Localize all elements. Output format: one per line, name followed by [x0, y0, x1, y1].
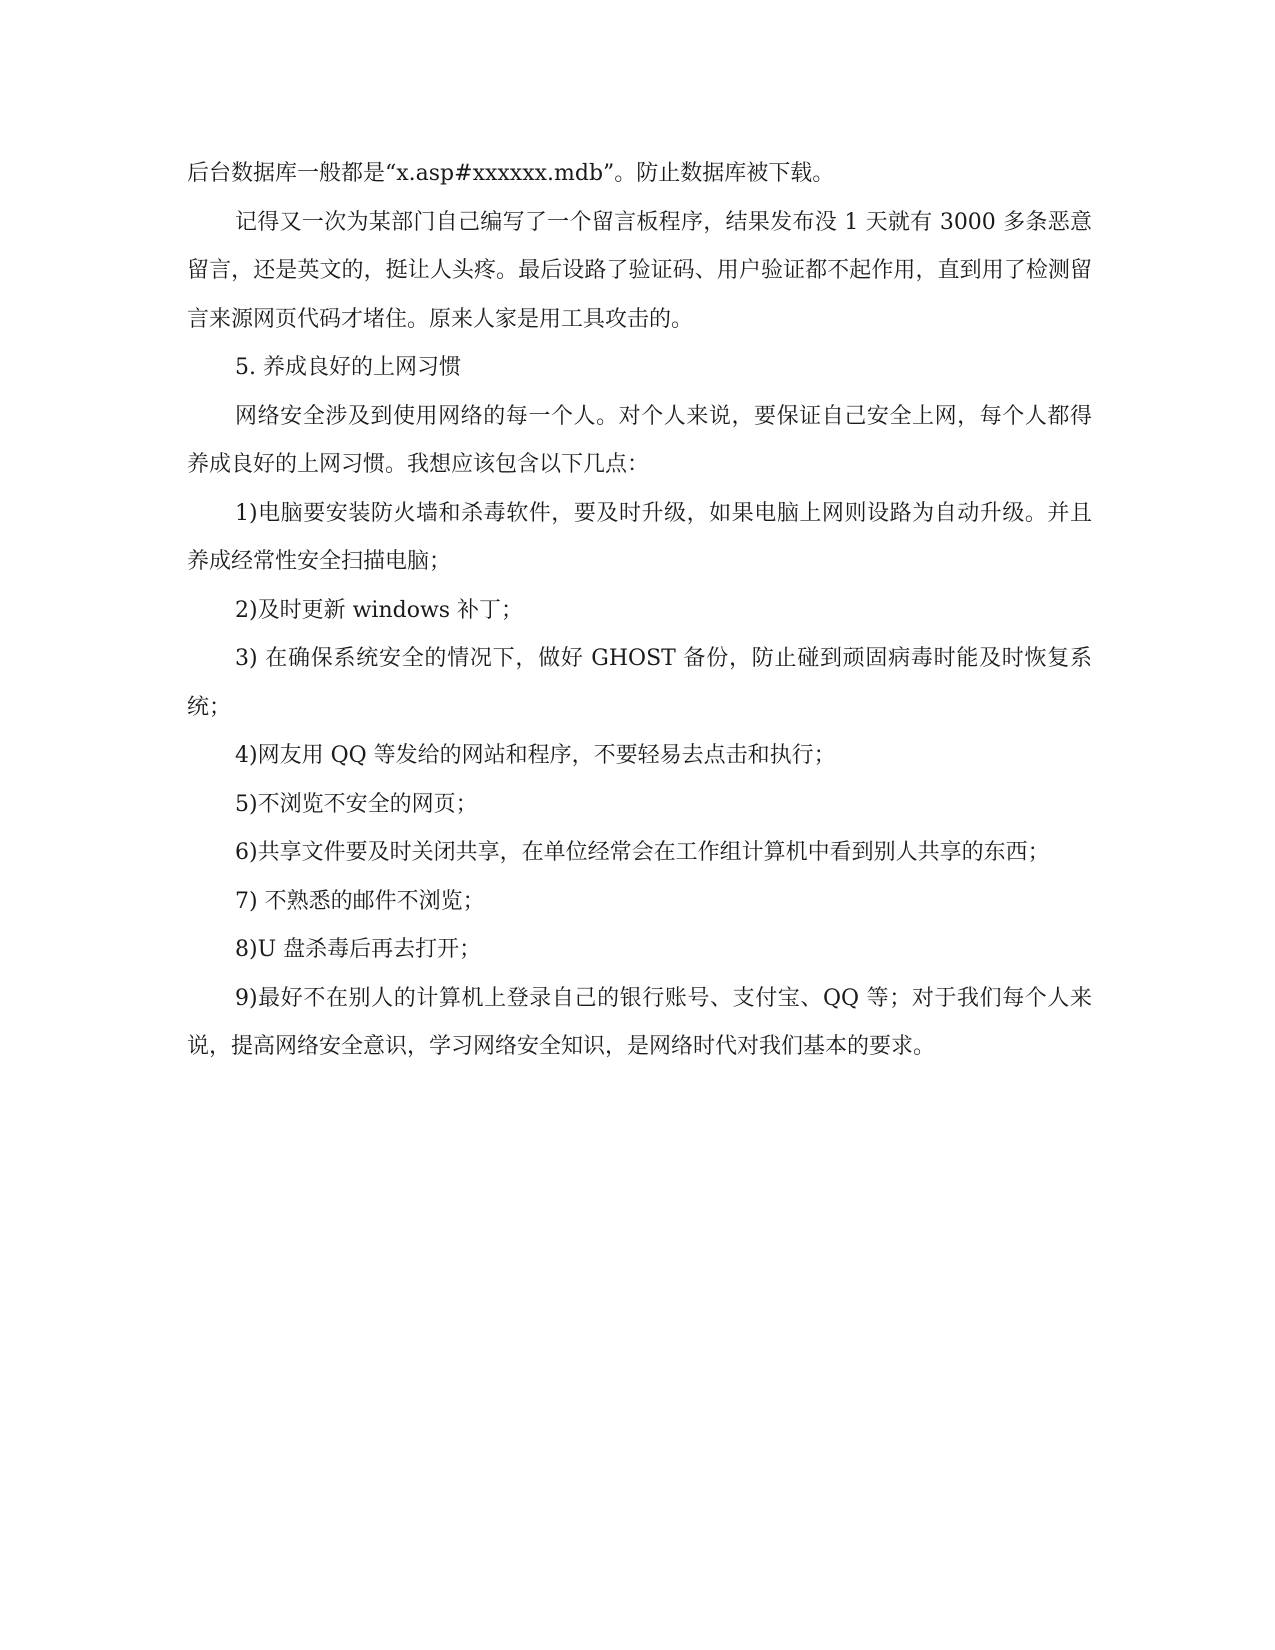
- list-item-8: 8)U 盘杀毒后再去打开；: [235, 937, 482, 962]
- list-item-4: 4)网友用 QQ 等发给的网站和程序，不要轻易去点击和执行；: [235, 743, 836, 768]
- list-item-2: 2)及时更新 windows 补丁；: [235, 597, 524, 623]
- list-item-7: 7) 不熟悉的邮件不浏览；: [235, 888, 485, 914]
- list-item-6: 6)共享文件要及时关闭共享，在单位经常会在工作组计算机中看到别人共享的东西；: [235, 840, 1050, 865]
- list-item-5: 5)不浏览不安全的网页；: [235, 791, 478, 817]
- paragraph-habits-intro: 网络安全涉及到使用网络的每一个人。对个人来说，要保证自己安全上网，每个人都得养成良好的上网习惯。我想应该包含以下几点：: [187, 403, 1092, 477]
- list-item-3: 3) 在确保系统安全的情况下，做好 GHOST 备份，防止碰到顽固病毒时能及时恢复系统；: [187, 646, 1092, 720]
- document-body: [187, 150, 1092, 1072]
- paragraph-guestbook-story: 记得又一次为某部门自己编写了一个留言板程序，结果发布没 1 天就有 3000 多条恶意留言，还是英文的，挺让人头疼。最后设路了验证码、用户验证都不起作用，直到用了检测留言来源网页代码才堵住。原来人家是用工具攻击的。: [187, 209, 1092, 332]
- section-heading-habits: 5. 养成良好的上网习惯: [235, 355, 461, 380]
- list-item-9: 9)最好不在别人的计算机上登录自己的银行账号、支付宝、QQ 等；对于我们每个人来说，提高网络安全意识，学习网络安全知识，是网络时代对我们基本的要求。: [187, 985, 1092, 1059]
- paragraph-database-note: 后台数据库一般都是“x.asp#xxxxxx.mdb”。防止数据库被下载。: [187, 161, 835, 186]
- list-item-1: 1)电脑要安装防火墙和杀毒软件，要及时升级，如果电脑上网则设路为自动升级。并且养成经常性安全扫描电脑；: [187, 500, 1092, 574]
